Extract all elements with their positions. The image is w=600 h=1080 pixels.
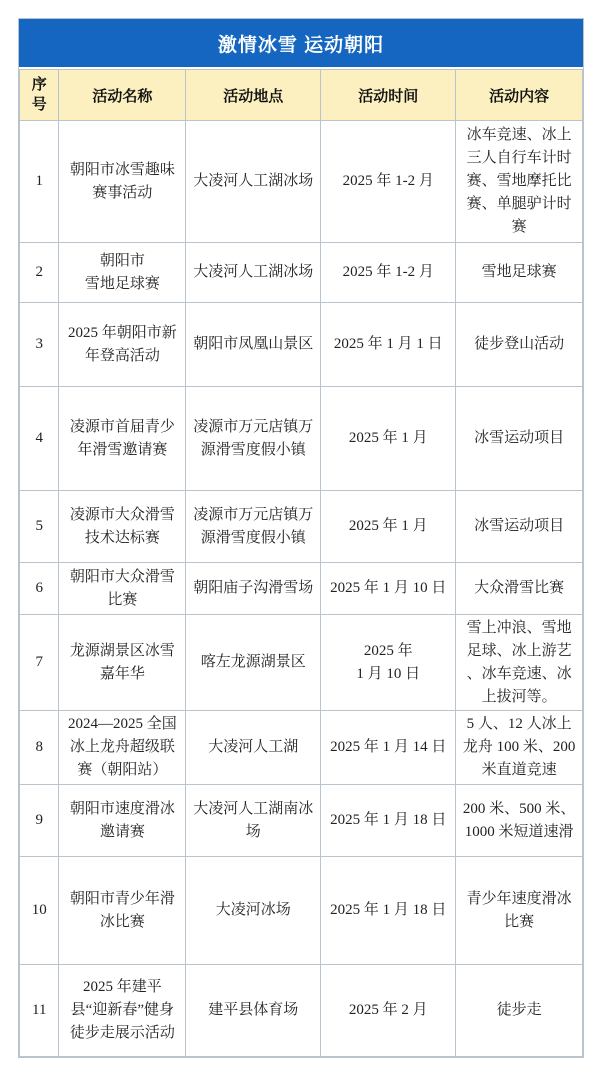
cell-index: 7 <box>20 615 59 711</box>
cell-location: 建平县体育场 <box>186 965 321 1057</box>
cell-index: 5 <box>20 491 59 563</box>
cell-name: 2024—2025 全国冰上龙舟超级联赛（朝阳站） <box>59 711 186 785</box>
cell-time: 2025 年 1 月 <box>321 387 456 491</box>
cell-location: 朝阳市凤凰山景区 <box>186 303 321 387</box>
table-row <box>20 563 583 615</box>
cell-content: 徒步登山活动 <box>456 303 583 387</box>
header-location: 活动地点 <box>186 70 321 121</box>
table-row <box>20 785 583 857</box>
cell-index: 10 <box>20 857 59 965</box>
cell-time: 2025 年 1 月 18 日 <box>321 857 456 965</box>
cell-index: 6 <box>20 563 59 615</box>
cell-index: 8 <box>20 711 59 785</box>
events-sheet <box>18 18 584 1058</box>
cell-location: 凌源市万元店镇万源滑雪度假小镇 <box>186 387 321 491</box>
cell-content: 冰车竞速、冰上三人自行车计时赛、雪地摩托比赛、单腿驴计时赛 <box>456 121 583 243</box>
cell-time: 2025 年 1 月 10 日 <box>321 563 456 615</box>
cell-time: 2025 年 1-2 月 <box>321 121 456 243</box>
cell-time: 2025 年 1 月 18 日 <box>321 785 456 857</box>
cell-name: 2025 年朝阳市新年登高活动 <box>59 303 186 387</box>
cell-index: 2 <box>20 243 59 303</box>
cell-location: 大凌河人工湖冰场 <box>186 243 321 303</box>
cell-content: 冰雪运动项目 <box>456 387 583 491</box>
cell-index: 1 <box>20 121 59 243</box>
sheet-title: 激情冰雪 运动朝阳 <box>19 19 583 69</box>
events-table <box>19 69 583 1057</box>
header-index <box>20 70 59 121</box>
table-row <box>20 387 583 491</box>
cell-index: 11 <box>20 965 59 1057</box>
header-index-label: 序 号 <box>31 76 47 113</box>
header-time: 活动时间 <box>321 70 456 121</box>
cell-time: 2025 年 1 月 10 日 <box>321 615 456 711</box>
table-row <box>20 121 583 243</box>
cell-index: 3 <box>20 303 59 387</box>
header-name: 活动名称 <box>59 70 186 121</box>
table-row <box>20 243 583 303</box>
cell-time: 2025 年 1 月 1 日 <box>321 303 456 387</box>
cell-index: 9 <box>20 785 59 857</box>
cell-name: 朝阳市冰雪趣味赛事活动 <box>59 121 186 243</box>
cell-time: 2025 年 1 月 <box>321 491 456 563</box>
cell-location: 朝阳庙子沟滑雪场 <box>186 563 321 615</box>
cell-time: 2025 年 1-2 月 <box>321 243 456 303</box>
cell-content: 冰雪运动项目 <box>456 491 583 563</box>
cell-name: 朝阳市 雪地足球赛 <box>59 243 186 303</box>
cell-name: 凌源市大众滑雪技术达标赛 <box>59 491 186 563</box>
cell-location: 大凌河人工湖 <box>186 711 321 785</box>
cell-location: 大凌河人工湖南冰场 <box>186 785 321 857</box>
table-row <box>20 965 583 1057</box>
cell-location: 喀左龙源湖景区 <box>186 615 321 711</box>
cell-name: 龙源湖景区冰雪嘉年华 <box>59 615 186 711</box>
cell-index: 4 <box>20 387 59 491</box>
cell-name: 朝阳市大众滑雪比赛 <box>59 563 186 615</box>
cell-name: 凌源市首届青少年滑雪邀请赛 <box>59 387 186 491</box>
table-row <box>20 711 583 785</box>
table-header-row <box>20 70 583 121</box>
cell-content: 200 米、500 米、1000 米短道速滑 <box>456 785 583 857</box>
table-row <box>20 303 583 387</box>
cell-name: 朝阳市速度滑冰邀请赛 <box>59 785 186 857</box>
table-row <box>20 857 583 965</box>
cell-content: 青少年速度滑冰比赛 <box>456 857 583 965</box>
table-body <box>20 121 583 1057</box>
table-row <box>20 615 583 711</box>
cell-content: 雪地足球赛 <box>456 243 583 303</box>
cell-time: 2025 年 1 月 14 日 <box>321 711 456 785</box>
table-row <box>20 491 583 563</box>
cell-name: 2025 年建平县“迎新春”健身徒步走展示活动 <box>59 965 186 1057</box>
cell-time: 2025 年 2 月 <box>321 965 456 1057</box>
cell-location: 凌源市万元店镇万源滑雪度假小镇 <box>186 491 321 563</box>
cell-content: 5 人、12 人冰上龙舟 100 米、200 米直道竞速 <box>456 711 583 785</box>
cell-content: 大众滑雪比赛 <box>456 563 583 615</box>
cell-location: 大凌河人工湖冰场 <box>186 121 321 243</box>
cell-content: 徒步走 <box>456 965 583 1057</box>
cell-location: 大凌河冰场 <box>186 857 321 965</box>
header-content: 活动内容 <box>456 70 583 121</box>
cell-content: 雪上冲浪、雪地足球、冰上游艺 、冰车竞速、冰上拔河等。 <box>456 615 583 711</box>
cell-name: 朝阳市青少年滑冰比赛 <box>59 857 186 965</box>
